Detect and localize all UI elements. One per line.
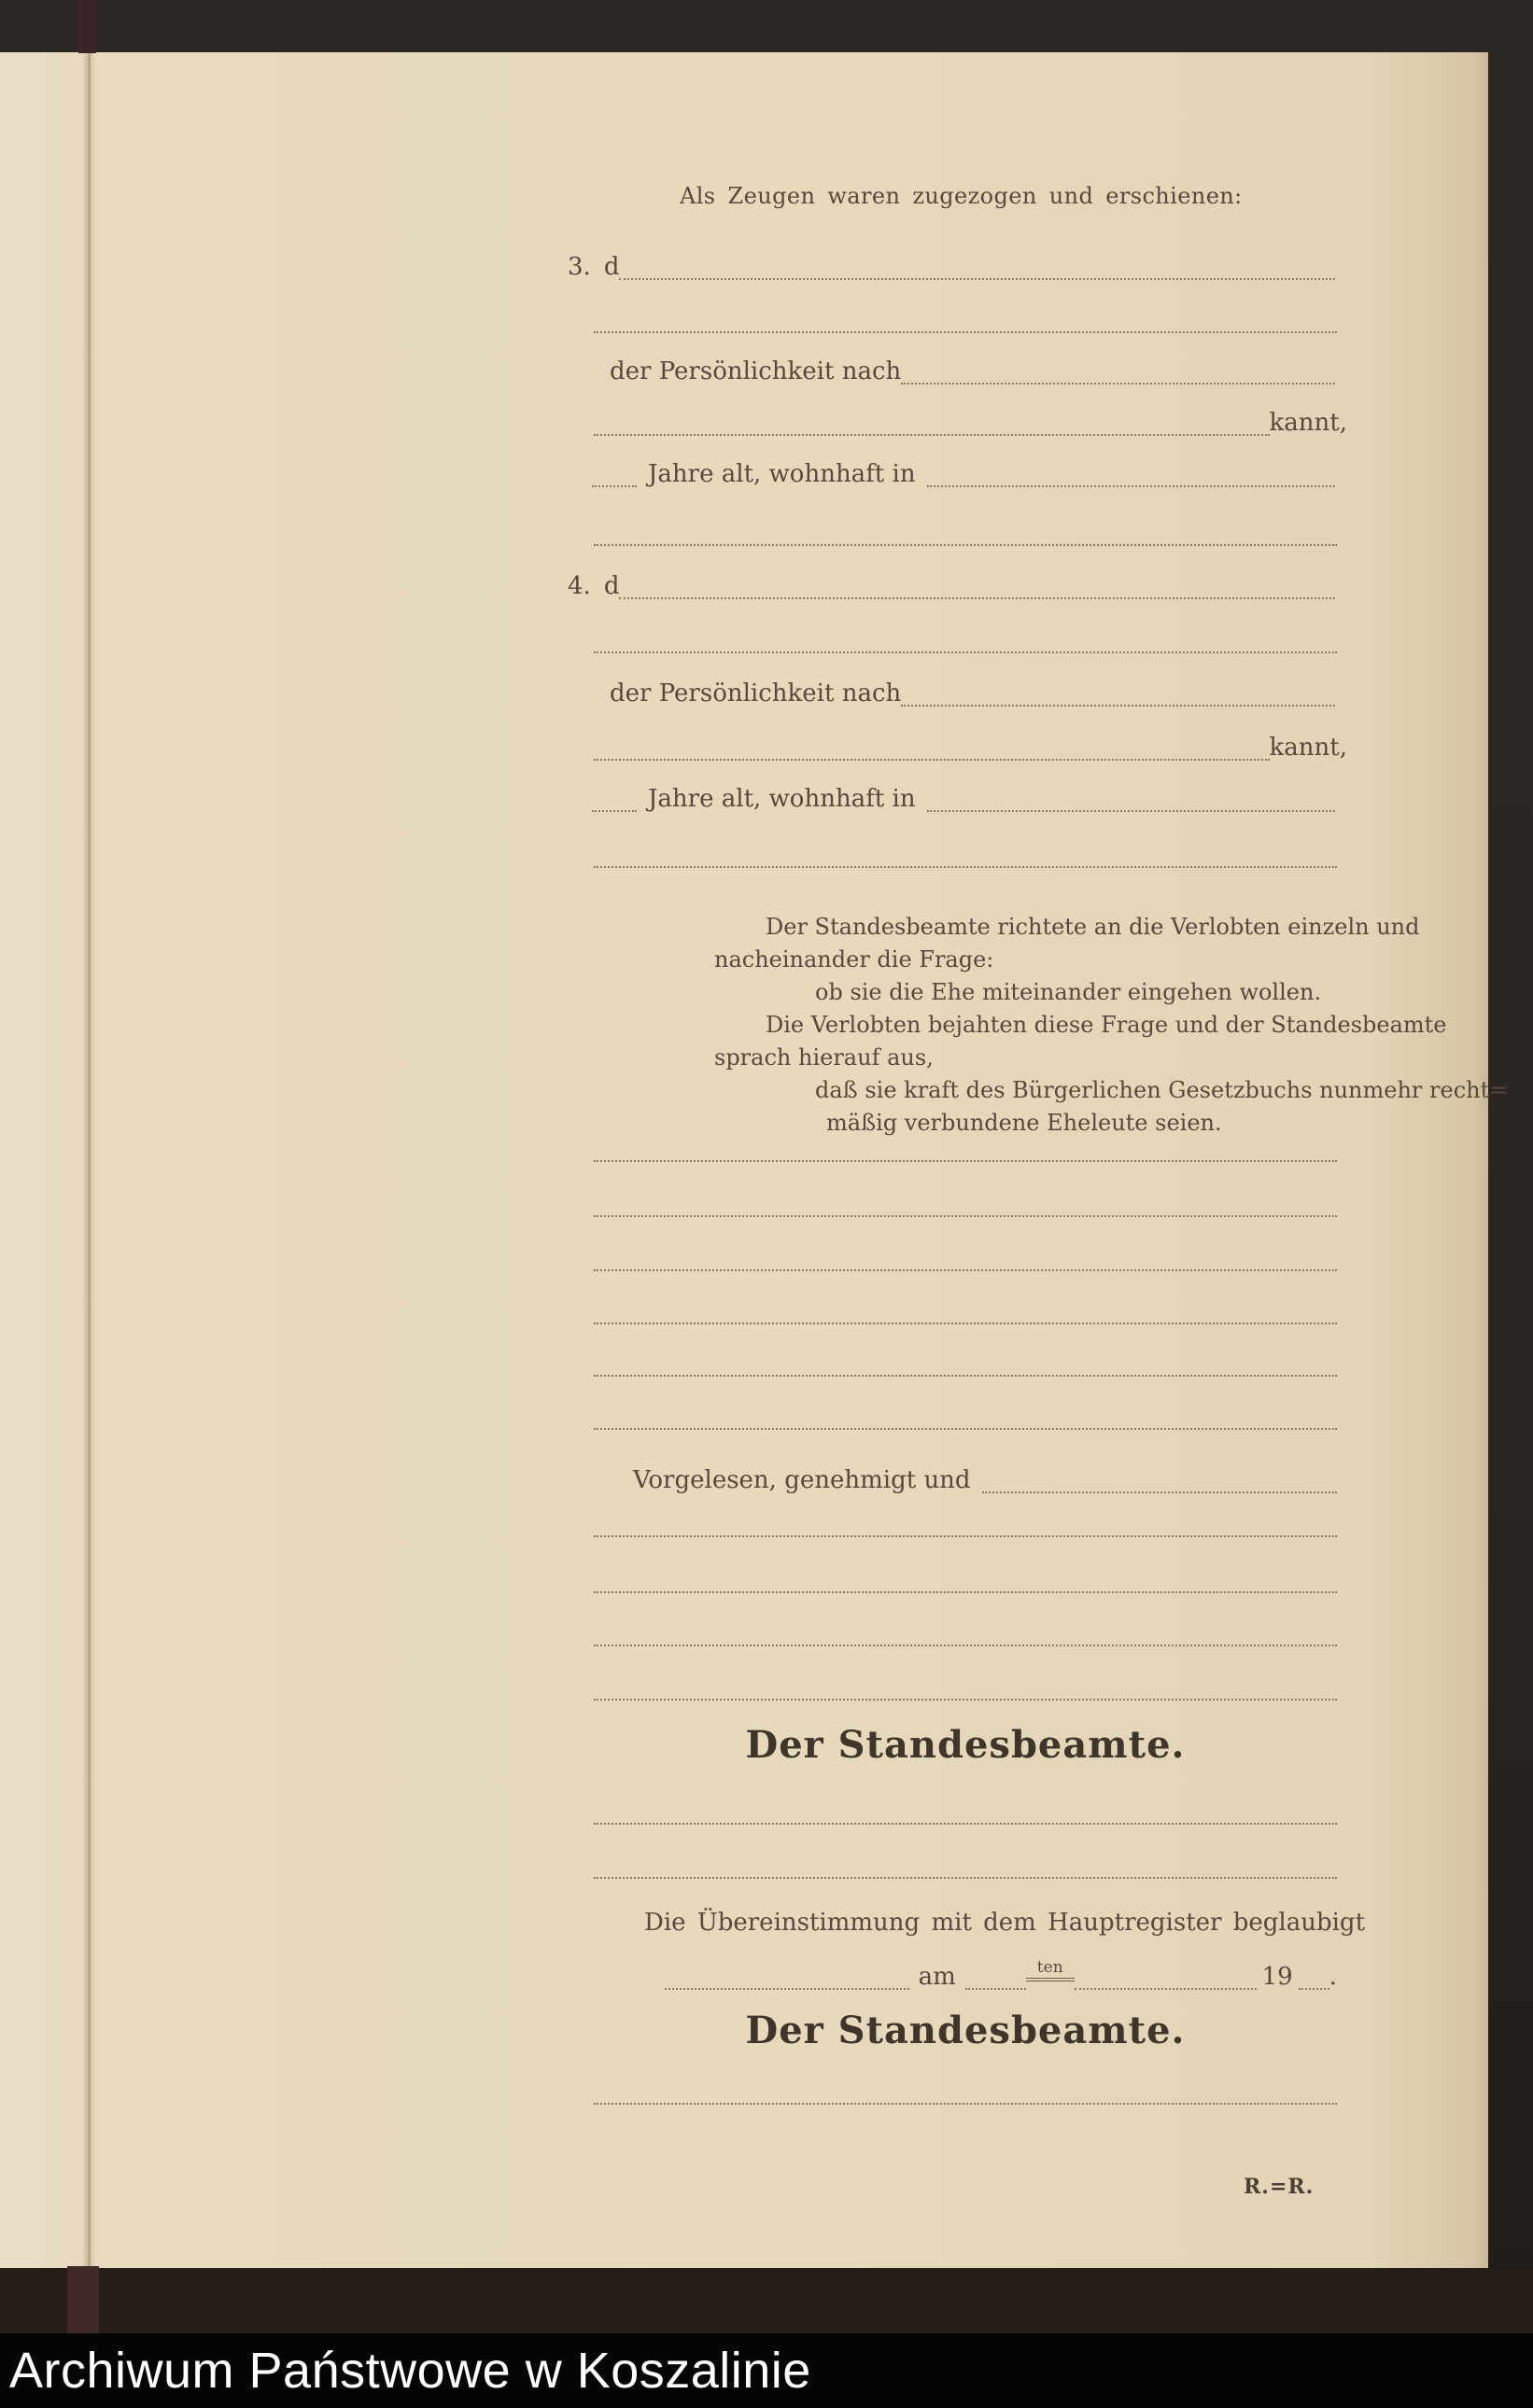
witness4-article-prefix: d: [603, 572, 620, 600]
declaration-line: daß sie kraft des Bürgerlichen Gesetzbuchs nunmehr recht=: [815, 1077, 1509, 1103]
declaration-line: ob sie die Ehe miteinander eingehen wollen.: [815, 979, 1322, 1005]
witness4-identity-row: [610, 675, 1335, 712]
declaration-paragraph: [714, 911, 1509, 1140]
blank-field-line: [594, 331, 1337, 333]
declaration-line: Der Standesbeamte richtete an die Verlobten einzeln und: [766, 914, 1420, 940]
registrar-title: Der Standesbeamte.: [745, 1723, 1186, 1767]
identity-label: der Persönlichkeit nach: [610, 679, 902, 707]
blank-field-line: [592, 810, 637, 812]
certification-statement: Die Übereinstimmung mit dem Hauptregister beglaubigt: [644, 1909, 1366, 1937]
blank-field-line: [594, 1215, 1337, 1217]
age-residence-label: Jahre alt, wohnhaft in: [648, 460, 916, 488]
blank-field-line: [1299, 1988, 1329, 1990]
blank-field-line: [927, 485, 1335, 487]
registrar-title: Der Standesbeamte.: [745, 2009, 1186, 2052]
scan-background-bottom: [0, 2268, 1533, 2335]
declaration-line: sprach hierauf aus,: [714, 1044, 934, 1071]
witness3-article-prefix: d: [603, 253, 620, 281]
age-residence-label: Jahre alt, wohnhaft in: [648, 785, 916, 813]
blank-field-line: [594, 1323, 1337, 1324]
blank-field-line: [594, 434, 1270, 436]
blank-field-line: [594, 651, 1337, 653]
blank-field-line: [982, 1491, 1337, 1493]
witness3-known-row: [594, 404, 1347, 441]
page-fold-crease: [82, 52, 95, 2268]
printer-mark: R.=R.: [1244, 2175, 1315, 2199]
blank-field-line: [592, 485, 637, 487]
witness4-age-row: [592, 780, 1335, 818]
witnesses-heading: Als Zeugen waren zugezogen und erschienen:: [680, 183, 1243, 209]
blank-field-line: [594, 1375, 1337, 1377]
declaration-line: mäßig verbundene Eheleute seien.: [826, 1110, 1222, 1136]
archive-name-label: Archiwum Państwowe w Koszalinie: [9, 2343, 811, 2399]
blank-field-line: [665, 1988, 909, 1990]
blank-field-line: [901, 705, 1335, 707]
am-label: am: [918, 1963, 956, 1991]
read-approved-row: [633, 1462, 1337, 1499]
blank-field-line: [619, 597, 1335, 599]
period: .: [1329, 1963, 1337, 1991]
read-approved-label: Vorgelesen, genehmigt und: [633, 1466, 971, 1494]
blank-field-line: [594, 1535, 1337, 1537]
witness4-name-row: [568, 567, 1335, 605]
witness3-name-row: [568, 248, 1335, 286]
known-suffix-label: kannt,: [1269, 409, 1347, 437]
blank-field-line: [594, 1269, 1337, 1271]
blank-field-line: [594, 1823, 1337, 1825]
identity-label: der Persönlichkeit nach: [610, 357, 902, 385]
witness4-number: 4.: [568, 572, 591, 600]
archive-footer-bar: [0, 2333, 1533, 2408]
known-suffix-label: kannt,: [1269, 734, 1347, 762]
blank-field-line: [594, 1160, 1337, 1162]
blank-field-line: [594, 544, 1337, 546]
blank-field-line: [1075, 1988, 1257, 1990]
witness3-number: 3.: [568, 253, 591, 281]
blank-field-line: [927, 810, 1335, 812]
blank-field-line: [594, 1428, 1337, 1430]
ten-ordinal-label: ten: [1026, 1958, 1075, 1981]
certification-date-row: [665, 1958, 1337, 1995]
book-spine-top: [78, 0, 96, 53]
blank-field-line: [594, 2103, 1337, 2105]
blank-field-line: [901, 383, 1335, 385]
witness3-age-row: [592, 455, 1335, 493]
declaration-line: Die Verlobten bejahten diese Frage und der Standesbeamte: [766, 1012, 1447, 1038]
blank-field-line: [965, 1988, 1026, 1990]
blank-field-line: [594, 1591, 1337, 1593]
witness3-identity-row: [610, 353, 1335, 390]
blank-field-line: [594, 866, 1337, 868]
year-prefix: 19: [1261, 1963, 1293, 1991]
blank-field-line: [594, 1877, 1337, 1879]
blank-field-line: [594, 759, 1270, 761]
witness4-known-row: [594, 729, 1347, 766]
blank-field-line: [594, 1645, 1337, 1646]
blank-field-line: [594, 1699, 1337, 1701]
book-spine-bottom: [67, 2266, 99, 2335]
blank-field-line: [619, 278, 1335, 280]
declaration-line: nacheinander die Frage:: [714, 946, 994, 973]
